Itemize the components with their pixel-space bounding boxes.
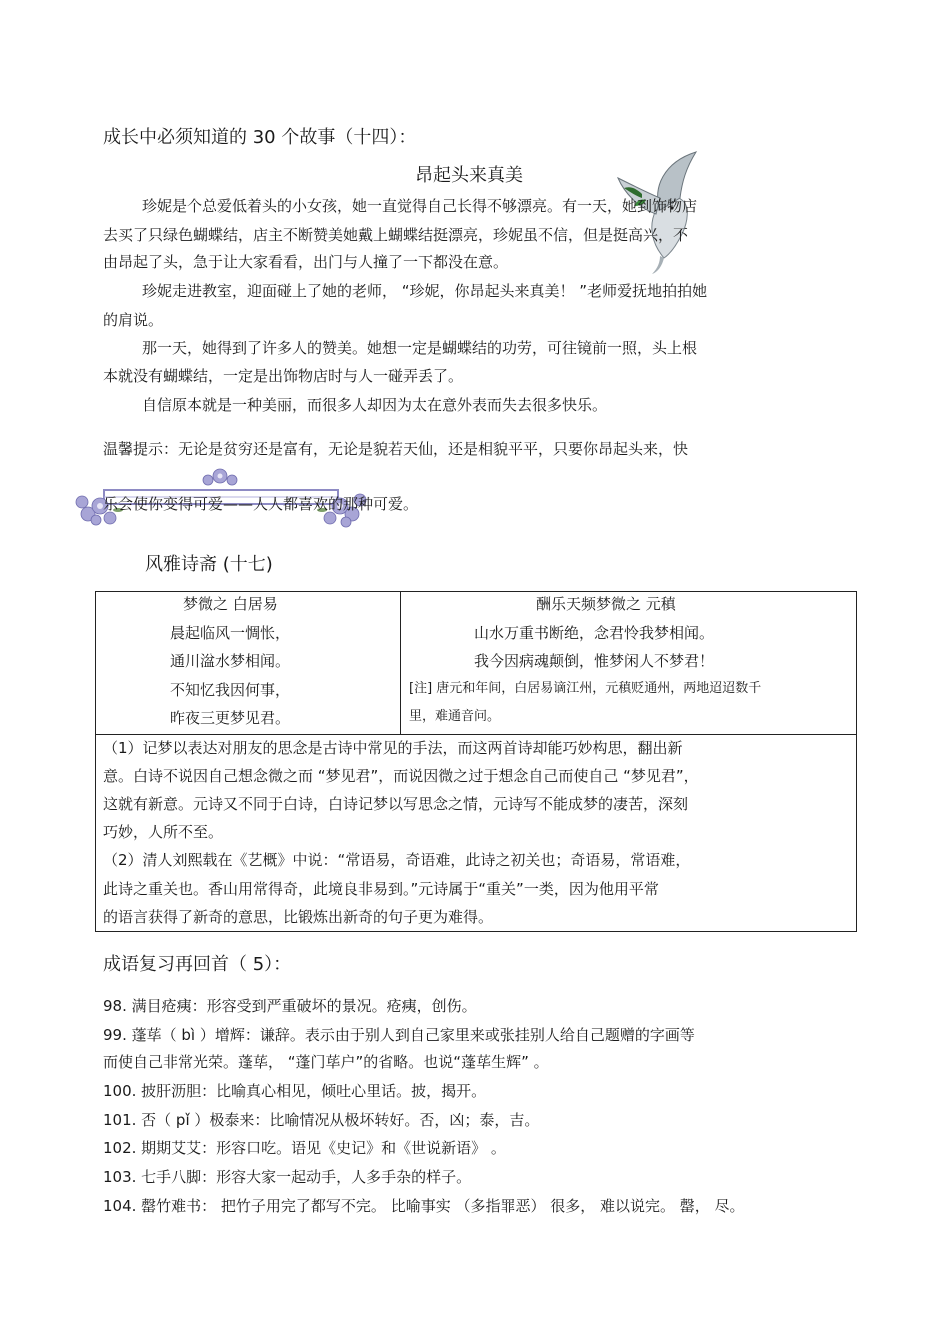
idiom-heading: 成语复习再回首（ 5）： [103, 954, 292, 975]
idiom-item: 100. 披肝沥胆：比喻真心相见，倾吐心里话。披，揭开。 [103, 1082, 487, 1100]
story-line: 自信原本就是一种美丽，而很多人却因为太在意外表而失去很多快乐。 [142, 396, 608, 414]
left-poem-line: 通川湓水梦相闻。 [170, 652, 291, 670]
commentary-line: （2）清人刘熙载在《艺概》中说：“常语易，奇语难，此诗之初关也；奇语易，常语难， [103, 851, 691, 869]
left-poem-line: 晨起临风一惆怅， [170, 624, 291, 642]
right-poem-line: 山水万重书断绝，念君怜我梦相闻。 [474, 624, 715, 642]
right-poem-note: 里，难通音问。 [409, 709, 501, 724]
tip-line: 乐会使你变得可爱——人人都喜欢的那种可爱。 [103, 495, 419, 513]
right-poem-line: 我今因病魂颠倒，惟梦闲人不梦君！ [474, 652, 715, 670]
story-line: 珍妮是个总爱低着头的小女孩，她一直觉得自己长得不够漂亮。有一天，她到饰物店 [142, 197, 698, 215]
commentary-line: 的语言获得了新奇的意思，比锻炼出新奇的句子更为难得。 [103, 908, 494, 926]
left-poem-line: 不知忆我因何事， [170, 681, 291, 699]
right-poem-note: [注] 唐元和年间，白居易谪江州，元稹贬通州，两地迢迢数千 [409, 681, 762, 696]
left-poem-title: 梦微之 白居易 [183, 595, 278, 613]
left-poem-line: 昨夜三更梦见君。 [170, 709, 291, 727]
idiom-item: 102. 期期艾艾：形容口吃。语见《史记》和《世说新语》 。 [103, 1139, 506, 1157]
idiom-item: 99. 蓬荜（ bì ）增辉：谦辞。表示由于别人到自己家里来或张挂别人给自己题赠的字画等 [103, 1026, 695, 1044]
commentary-line: （1）记梦以表达对朋友的思念是古诗中常见的手法，而这两首诗却能巧妙构思，翻出新 [103, 739, 683, 757]
story-line: 去买了只绿色蝴蝶结，店主不断赞美她戴上蝴蝶结挺漂亮，珍妮虽不信，但是挺高兴，不 [103, 226, 689, 244]
idiom-item: 104. 罄竹难书： 把竹子用完了都写不完。 比喻事实 （多指罪恶） 很多， 难以说完。 罄， 尽。 [103, 1197, 745, 1215]
table-divider [96, 734, 856, 735]
table-divider [400, 592, 401, 734]
story-title: 昂起头来真美 [415, 165, 523, 186]
idiom-item: 而使自己非常光荣。蓬荜， “蓬门荜户”的省略。也说“蓬荜生辉” 。 [103, 1053, 549, 1071]
story-line: 珍妮走进教室，迎面碰上了她的老师， “珍妮，你昂起头来真美！ ”老师爱抚地拍拍她 [142, 282, 708, 300]
idiom-item: 98. 满目疮痍：形容受到严重破坏的景况。疮痍，创伤。 [103, 997, 477, 1015]
idiom-item: 101. 否（ pǐ ）极泰来：比喻情况从极坏转好。否，凶；泰，吉。 [103, 1111, 540, 1129]
story-line: 本就没有蝴蝶结，一定是出饰物店时与人一碰弄丢了。 [103, 367, 464, 385]
right-poem-title: 酬乐天频梦微之 元稹 [536, 595, 676, 613]
story-line: 那一天，她得到了许多人的赞美。她想一定是蝴蝶结的功劳，可往镜前一照，头上根 [142, 339, 698, 357]
commentary-line: 意。白诗不说因自己想念微之而 “梦见君”，而说因微之过于想念自己而使自己 “梦见君”， [103, 767, 699, 785]
poetry-heading: 风雅诗斋 (十七) [145, 554, 273, 575]
page-heading: 成长中必须知道的 30 个故事（十四）： [103, 127, 417, 148]
story-line: 的肩说。 [103, 311, 164, 329]
tip-line: 温馨提示：无论是贫穷还是富有，无论是貌若天仙，还是相貌平平，只要你昂起头来，快 [103, 440, 689, 458]
idiom-item: 103. 七手八脚：形容大家一起动手，人多手杂的样子。 [103, 1168, 472, 1186]
commentary-line: 此诗之重关也。香山用常得奇，此境良非易到。”元诗属于“重关”一类，因为他用平常 [103, 880, 659, 898]
commentary-line: 巧妙，人所不至。 [103, 823, 224, 841]
story-line: 由昂起了头，急于让大家看看，出门与人撞了一下都没在意。 [103, 253, 509, 271]
commentary-line: 这就有新意。元诗又不同于白诗，白诗记梦以写思念之情，元诗写不能成梦的凄苦，深刻 [103, 795, 689, 813]
